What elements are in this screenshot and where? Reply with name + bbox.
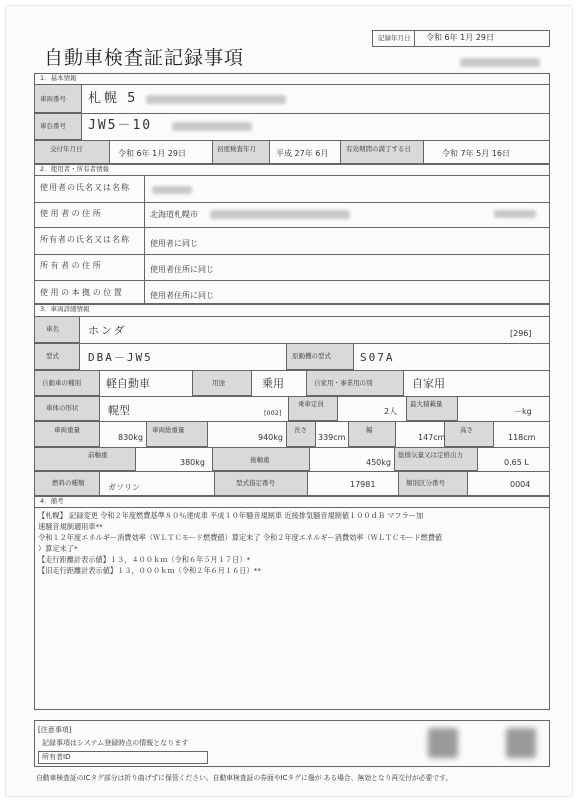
remark-line: 【札幌】 記録変更 令和２年度燃費基準８０％達成車 平成１０年騒音規制車 近接排気騒音規制値１００ｄＢ マフラー加 xyxy=(38,511,424,520)
plate-value: 札幌 5 xyxy=(88,91,139,106)
redacted-id xyxy=(460,58,540,67)
user-address-value: 北海道札幌市 xyxy=(150,210,198,219)
fuel-label: 燃料の種類 xyxy=(52,479,85,487)
class-number-label: 類別区分番号 xyxy=(406,479,445,487)
weight-value: 830kg xyxy=(118,433,143,442)
make-code: [296] xyxy=(510,329,532,338)
weight-label: 車両重量 xyxy=(54,426,80,434)
height-label: 高さ xyxy=(460,426,473,434)
section-1-heading: 1．基本情報 xyxy=(40,74,77,82)
usage-label: 用途 xyxy=(212,379,225,387)
record-date-value: 令和 6年 1月 29日 xyxy=(426,33,494,42)
owner-id-label: 所有者ID xyxy=(42,753,71,761)
issue-date-value: 令和 6年 1月 29日 xyxy=(118,149,186,158)
base-location-label: 使 用 の 本 拠 の 位 置 xyxy=(40,288,122,297)
redacted-user-address xyxy=(210,210,350,219)
type-approval-label: 型式指定番号 xyxy=(236,479,275,487)
remark-line: ）算定未了* xyxy=(38,544,78,553)
user-name-label: 使用者の氏名又は名称 xyxy=(40,183,130,192)
section-3-heading: 3．車両詳細情報 xyxy=(40,305,90,313)
type-approval-value: 17981 xyxy=(350,480,376,489)
owner-name-value: 使用者に同じ xyxy=(150,239,198,248)
engine-label: 原動機の型式 xyxy=(292,352,331,360)
width-value: 147cm xyxy=(418,433,446,442)
max-load-label: 最大積載量 xyxy=(410,400,443,408)
chassis-value: JW5－10 xyxy=(88,118,153,133)
body-shape-code: [002] xyxy=(264,409,282,417)
gross-weight-value: 940kg xyxy=(258,433,283,442)
model-label: 型式 xyxy=(46,352,59,360)
owner-address-value: 使用者住所に同じ xyxy=(150,265,214,274)
fuel-value: ガソリン xyxy=(108,483,140,492)
redacted-user-code xyxy=(494,210,536,218)
body-shape-label: 車体の形状 xyxy=(46,404,79,412)
model-value: DBA－JW5 xyxy=(88,351,153,364)
body-shape-value: 幌型 xyxy=(108,404,130,417)
document-title: 自動車検査証記録事項 xyxy=(44,47,245,69)
section-2-heading: 2．使用者・所有者情報 xyxy=(40,165,110,173)
section-remarks xyxy=(34,496,550,710)
business-value: 自家用 xyxy=(412,377,445,390)
expiry-label: 有効期間の満了する日 xyxy=(346,145,411,153)
make-label: 車名 xyxy=(46,325,59,333)
length-value: 339cm xyxy=(318,433,346,442)
usage-value: 乗用 xyxy=(262,377,284,390)
owner-name-label: 所有者の氏名又は名称 xyxy=(40,235,130,244)
remark-line: 速騒音規制適用車** xyxy=(38,522,103,531)
front-axle-value: 380kg xyxy=(180,458,205,467)
first-registration-value: 平成 27年 6月 xyxy=(276,149,329,158)
remark-line: 令和１２年度エネルギー消費効率（ＷＬＴＣモード燃費値）算定未了 令和２年度エネルギー消費効率（ＷＬＴＣモード燃費値 xyxy=(38,533,443,542)
length-label: 長さ xyxy=(294,426,307,434)
max-load-value: －kg xyxy=(514,407,532,416)
footer-note: 自動車検査証のICタグ部分は折り曲げずに保管ください。自動車検査証の券面やICタグに傷が ある場合、無効となり再交付が必要です。 xyxy=(36,774,453,782)
engine-value: S07A xyxy=(360,351,395,364)
capacity-label: 乗車定員 xyxy=(298,400,324,408)
first-registration-label: 初度検査年月 xyxy=(217,145,256,153)
plate-label: 車両番号 xyxy=(40,95,66,103)
type-value: 軽自動車 xyxy=(106,377,150,390)
capacity-value: 2人 xyxy=(384,407,398,416)
remark-line: 【走行距離計表示値】１３，４００ｋｍ（令和６年５月１７日）* xyxy=(38,555,251,564)
redacted-qr-code xyxy=(506,728,536,758)
notice-title: [注意事項] xyxy=(38,726,72,734)
redacted-chassis xyxy=(172,122,252,131)
front-axle-label: 前軸重 xyxy=(88,451,108,459)
section-4-heading: 4．備考 xyxy=(40,497,64,505)
user-address-label: 使 用 者 の 住 所 xyxy=(40,209,101,218)
gross-weight-label: 車両総重量 xyxy=(152,426,185,434)
notice-line: 記録事項はシステム登録時点の情報となります xyxy=(42,739,189,747)
base-location-value: 使用者住所に同じ xyxy=(150,291,214,300)
make-value: ホンダ xyxy=(88,324,127,337)
displacement-value: 0.65 L xyxy=(504,458,529,467)
redacted-user-name xyxy=(152,186,192,194)
redacted-qr-code xyxy=(428,728,458,758)
rear-axle-value: 450kg xyxy=(366,458,391,467)
width-label: 幅 xyxy=(366,426,373,434)
expiry-value: 令和 7年 5月 16日 xyxy=(442,149,510,158)
record-date-label: 記録年月日 xyxy=(378,34,411,42)
remark-line: 【旧走行距離計表示値】１３，０００ｋｍ（令和２年６月１６日）** xyxy=(38,566,261,575)
business-label: 自家用・事業用の別 xyxy=(314,379,373,387)
class-number-value: 0004 xyxy=(510,480,531,489)
type-label: 自動車の種別 xyxy=(42,379,81,387)
chassis-label: 車台番号 xyxy=(40,122,66,130)
owner-address-label: 所 有 者 の 住 所 xyxy=(40,261,101,270)
issue-date-label: 交付年月日 xyxy=(50,145,83,153)
redacted-plate xyxy=(146,95,286,104)
displacement-label: 総排気量又は定格出力 xyxy=(398,451,463,459)
rear-axle-label: 後軸重 xyxy=(250,456,270,464)
height-value: 118cm xyxy=(508,433,536,442)
